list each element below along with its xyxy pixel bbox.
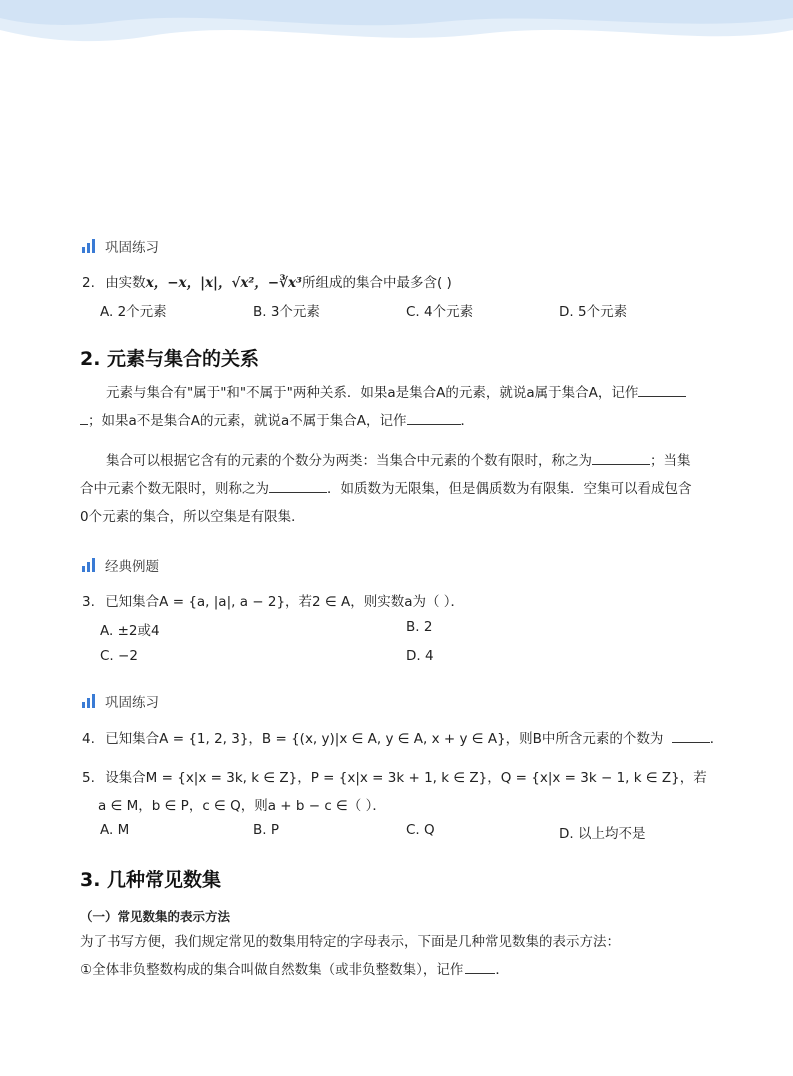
option-b[interactable]: B. P: [253, 822, 279, 838]
question-5-line2: a ∈ M，b ∈ P，c ∈ Q，则a + b − c ∈（ ）．: [98, 798, 386, 814]
question-2: [82, 271, 452, 291]
paragraph-line: [80, 476, 692, 503]
paragraph-line: [106, 448, 691, 475]
section-label-practice: [82, 236, 159, 256]
subsection-title: （一）常见数集的表示方法: [80, 909, 231, 924]
paragraph-line: [106, 380, 686, 407]
section-label-practice: [82, 691, 159, 711]
paragraph-text: ．: [495, 962, 509, 978]
fill-blank[interactable]: [465, 962, 495, 974]
question-number: 2.: [82, 275, 95, 291]
paragraph-text: 合中元素个数无限时，则称之为: [80, 481, 269, 497]
option-d[interactable]: D. 4: [406, 648, 434, 664]
question-text: ．: [709, 731, 724, 747]
option-c[interactable]: C. −2: [100, 648, 138, 664]
paragraph-text: ；如果a不是集合A的元素，就说a不属于集合A，记作: [88, 413, 407, 429]
question-4: [82, 727, 723, 747]
question-text: 设集合M = {x|x = 3k, k ∈ Z}，P = {x|x = 3k + 1, k ∈ Z}，Q = {x|x = 3k − 1, k ∈ Z}，若: [105, 770, 707, 786]
fill-blank[interactable]: [672, 731, 710, 743]
option-b[interactable]: B. 2: [406, 619, 433, 635]
header-wave-decoration: [0, 0, 793, 60]
paragraph-text: 集合可以根据它含有的元素的个数分为两类：当集合中元素的个数有限时，称之为: [106, 453, 592, 469]
paragraph-text: ①全体非负整数构成的集合叫做自然数集（或非负整数集），记作: [80, 962, 464, 978]
bar-chart-icon: [82, 694, 95, 708]
paragraph-text: ．如质数为无限集，但是偶质数为有限集．空集可以看成包含: [327, 481, 692, 497]
option-a[interactable]: A. M: [100, 822, 130, 838]
section-label-text: 经典例题: [105, 559, 159, 575]
question-number: 5.: [82, 770, 95, 786]
question-3: [82, 590, 464, 610]
section-heading: 3. 几种常见数集: [80, 869, 222, 891]
section-label-text: 巩固练习: [105, 240, 159, 256]
section-heading: 2. 元素与集合的关系: [80, 348, 260, 370]
fill-blank[interactable]: [592, 453, 650, 465]
paragraph-line: 0个元素的集合，所以空集是有限集．: [80, 509, 305, 525]
question-number: 3.: [82, 594, 95, 610]
question-number: 4.: [82, 731, 95, 747]
question-5: [82, 766, 707, 786]
question-text: 已知集合A = {1, 2, 3}，B = {(x, y)|x ∈ A, y ∈ A, x + y ∈ A}，则B中所含元素的个数为: [105, 731, 664, 747]
fill-blank[interactable]: [80, 413, 88, 425]
paragraph-text: ．: [460, 413, 475, 429]
option-a[interactable]: A. ±2或4: [100, 623, 160, 639]
paragraph-text: 元素与集合有"属于"和"不属于"两种关系．如果a是集合A的元素，就说a属于集合A，记作: [106, 385, 639, 401]
option-b[interactable]: B. 3个元素: [253, 304, 320, 320]
paragraph-line: 为了书写方便，我们规定常见的数集用特定的字母表示，下面是几种常见数集的表示方法：: [80, 934, 620, 950]
fill-blank[interactable]: [638, 385, 686, 397]
question-text: 所组成的集合中最多含( ): [301, 275, 452, 291]
question-text: 由实数: [105, 275, 146, 291]
question-text: 已知集合A = {a, |a|, a − 2}，若2 ∈ A，则实数a为（ ）．: [105, 594, 465, 610]
paragraph-text: ；当集: [650, 453, 691, 469]
option-d[interactable]: D. 5个元素: [559, 304, 628, 320]
bar-chart-icon: [82, 558, 95, 572]
fill-blank[interactable]: [269, 481, 327, 493]
option-c[interactable]: C. 4个元素: [406, 304, 474, 320]
math-expression: x，−x，|x|，√x²，−∛x³: [145, 275, 302, 291]
paragraph-line: [80, 408, 474, 435]
option-c[interactable]: C. Q: [406, 822, 435, 838]
fill-blank[interactable]: [407, 413, 461, 425]
option-d[interactable]: D. 以上均不是: [559, 826, 646, 842]
bar-chart-icon: [82, 239, 95, 253]
section-label-text: 巩固练习: [105, 695, 159, 711]
option-a[interactable]: A. 2个元素: [100, 304, 167, 320]
paragraph-line: [80, 957, 509, 984]
section-label-examples: [82, 555, 159, 575]
